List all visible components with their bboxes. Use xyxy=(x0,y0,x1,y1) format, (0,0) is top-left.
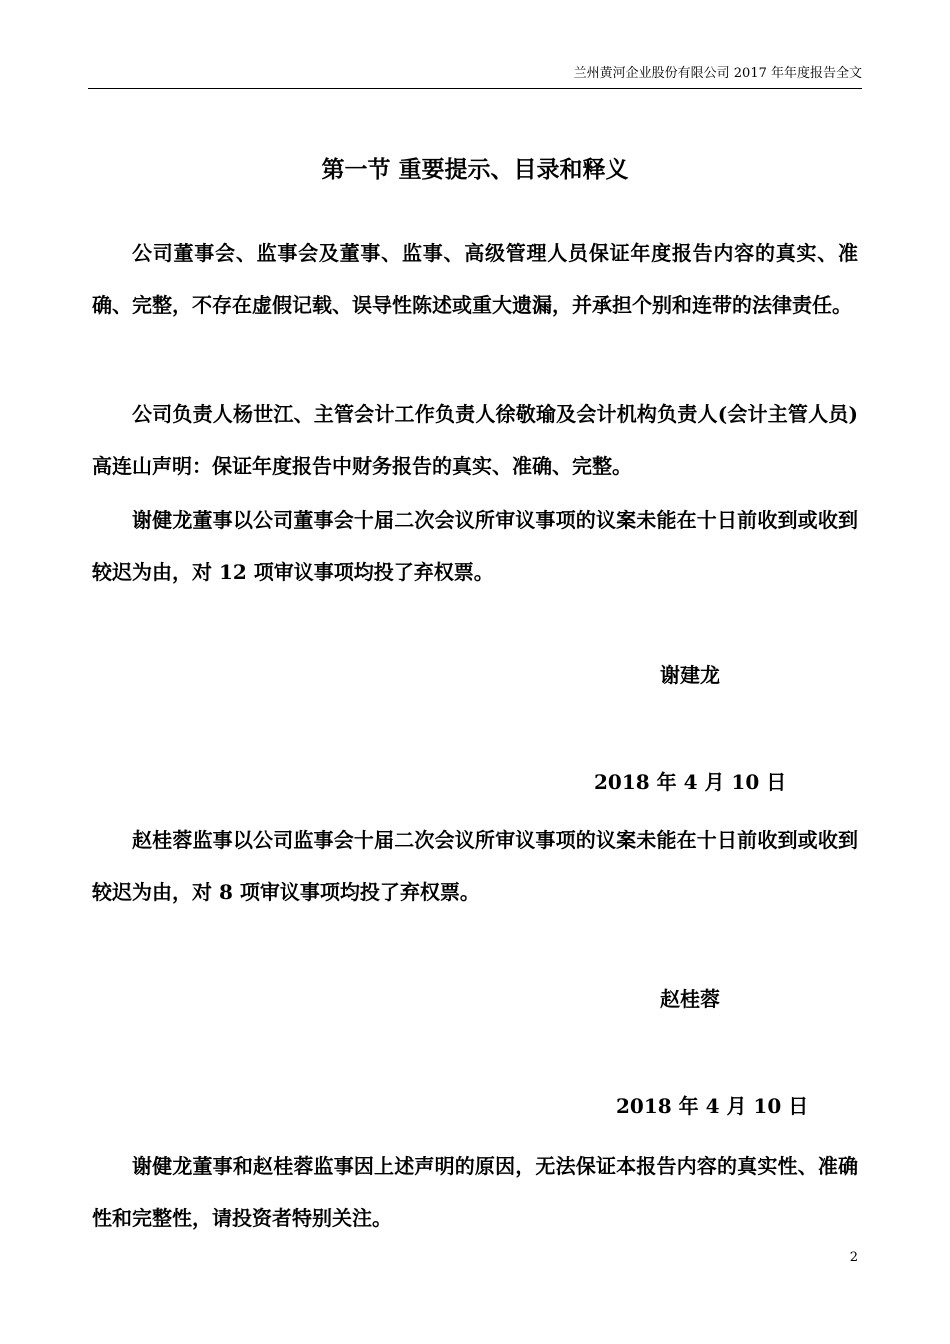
paragraph-supervisor-abstention: 赵桂蓉监事以公司监事会十届二次会议所审议事项的议案未能在十日前收到或收到较迟为由，对 8 项审议事项均投了弃权票。 xyxy=(92,828,858,904)
signature-name-director: 谢建龙 xyxy=(660,663,720,687)
header-divider xyxy=(88,88,862,89)
section-title: 第一节 重要提示、目录和释义 xyxy=(321,156,629,183)
paragraph-investor-notice: 谢健龙董事和赵桂蓉监事因上述声明的原因，无法保证本报告内容的真实性、准确性和完整性，请投资者特别关注。 xyxy=(92,1154,858,1230)
signature-date-director: 2018 年 4 月 10 日 xyxy=(594,770,787,794)
signature-name-supervisor: 赵桂蓉 xyxy=(660,987,720,1011)
running-header: 兰州黄河企业股份有限公司 2017 年年度报告全文 xyxy=(573,66,862,81)
paragraph-responsibility-statement: 公司董事会、监事会及董事、监事、高级管理人员保证年度报告内容的真实、准确、完整，不存在虚假记载、误导性陈述或重大遗漏，并承担个别和连带的法律责任。 xyxy=(92,241,858,317)
paragraph-director-abstention: 谢健龙董事以公司董事会十届二次会议所审议事项的议案未能在十日前收到或收到较迟为由，对 12 项审议事项均投了弃权票。 xyxy=(92,508,858,584)
page-number: 2 xyxy=(849,1250,858,1265)
paragraph-financial-statement: 公司负责人杨世江、主管会计工作负责人徐敬瑜及会计机构负责人(会计主管人员)高连山声明：保证年度报告中财务报告的真实、准确、完整。 xyxy=(92,402,858,478)
signature-date-supervisor: 2018 年 4 月 10 日 xyxy=(616,1094,809,1118)
